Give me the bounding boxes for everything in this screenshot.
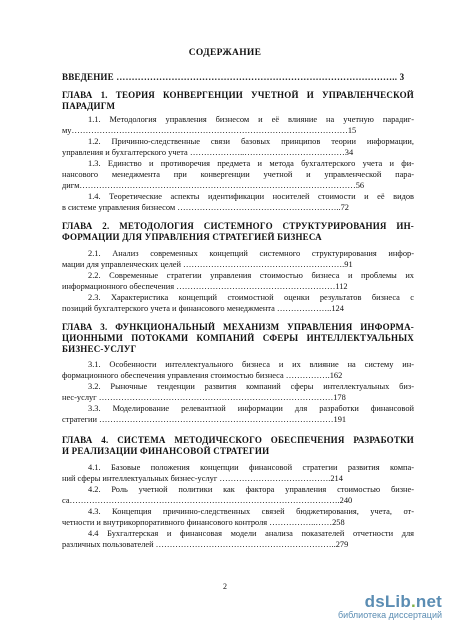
toc-entry-line: нес-услуг …………………………………………………………………………178 [62, 393, 346, 402]
chapter-heading-line: ГЛАВА 3. ФУНКЦИОНАЛЬНЫЙ МЕХАНИЗМ УПРАВЛЕНИЯ ИНФОРМА- [62, 322, 414, 332]
toc-entry-line: управления и бухгалтерского учета ………………..………………………………34 [62, 148, 354, 157]
watermark-name-tld: net [415, 592, 442, 611]
toc-entry-line: 2.2. Современные стратегии управления стоимостью бизнеса и проблемы их [88, 271, 414, 280]
toc-entry-line: 4.2. Роль учетной политики как фактора управления стоимостью бизне- [88, 485, 414, 494]
chapter-heading-line: ФОРМАЦИИ ДЛЯ УПРАВЛЕНИЯ СТРАТЕГИЕЙ БИЗНЕСА [62, 232, 322, 242]
toc-entry-line: 4.4 Бухгалтерская и финансовая модели анализа показателей отчетности для [88, 529, 414, 538]
toc-entry-line: 1.2. Причинно-следственные связи базовых принципов теории информации, [88, 137, 414, 146]
toc-title: СОДЕРЖАНИЕ [188, 48, 262, 58]
dslib-watermark[interactable] [322, 592, 442, 620]
toc-entry-line: 3.3. Моделирование релевантной информации для разработки финансовой [88, 404, 414, 413]
toc-entry-line: 2.1. Анализ современных концепций системного структурирования инфор- [88, 249, 414, 258]
toc-entry-line: 2.3. Характеристика концепций стоимостной оценки результатов бизнеса с [88, 293, 414, 302]
toc-entry-line: позиций бухгалтерского учета и финансового менеджмента ………………..124 [62, 304, 344, 313]
toc-entry-line: дигм………………………………………………………………………………………56 [62, 181, 365, 190]
toc-entry-line: 1.4. Теоретические аспекты идентификации носителей стоимости и её видов [88, 192, 414, 201]
toc-entry-line: четности и внутрикорпоративного финансового контроля ……………..……258 [62, 518, 345, 527]
chapter-heading-line: И РЕАЛИЗАЦИИ ФИНАНСОВОЙ СТРАТЕГИИ [62, 446, 270, 456]
watermark-subtitle: библиотека диссертаций [337, 610, 442, 620]
chapter-heading-line: ГЛАВА 4. СИСТЕМА МЕТОДИЧЕСКОГО ОБЕСПЕЧЕНИЯ РАЗРАБОТКИ [62, 435, 414, 445]
toc-entry-line: различных пользователей ………………………………………………………..279 [62, 540, 349, 549]
toc-entry-line: нансового менеджмента при конвергенции учетной и управленческой пара- [62, 170, 414, 179]
watermark-logo [322, 592, 442, 612]
toc-entry-line: са…………………………………………………………………………………….240 [62, 496, 353, 505]
chapter-heading-line: ЦИОННЫМИ ПОТОКАМИ КОМПАНИЙ СФЕРЫ ИНТЕЛЛЕКТУАЛЬНЫХ [62, 333, 414, 343]
watermark-name-dot: . [410, 592, 416, 611]
page-number: 2 [223, 582, 227, 591]
toc-entry-line: ний сферы интеллектуальных бизнес-услуг ………………………………….214 [62, 474, 343, 483]
toc-entry-line: мации для управленческих целей ………………………………………………….91 [62, 260, 353, 269]
toc-entry-line: формационного обеспечения управления стоимостью бизнеса …………….162 [62, 371, 343, 380]
toc-entry-line: информационного обеспечения …………………………………………………112 [62, 282, 348, 291]
toc-entry-line: 3.1. Особенности интеллектуального бизнеса и их влияние на систему ин- [88, 360, 414, 369]
toc-entry-line: 3.2. Рыночные тенденции развития компаний сферы интеллектуальных биз- [88, 382, 414, 391]
watermark-name-main: dsLib [364, 592, 411, 611]
toc-entry-line: в системе управления бизнесом …………………………………………………..72 [62, 203, 349, 212]
toc-entry-line: му………………………………………………………………………………………15 [62, 126, 357, 135]
toc-entry-line: 1.3. Единство и противоречия предмета и метода бухгалтерского учета и фи- [88, 159, 414, 168]
toc-entry-line: 1.1. Методология управления бизнесом и её влияние на учетную парадиг- [88, 115, 414, 124]
chapter-heading-line: ВВЕДЕНИЕ ……………………………………………………………………………….. 3 [62, 72, 405, 82]
chapter-heading-line: ГЛАВА 2. МЕТОДОЛОГИЯ СИСТЕМНОГО СТРУКТУРИРОВАНИЯ ИН- [62, 221, 414, 231]
toc-entry-line: 4.3. Концепция причинно-следственных связей бюджетирования, учета, от- [88, 507, 414, 516]
chapter-heading-line: ГЛАВА 1. ТЕОРИЯ КОНВЕРГЕНЦИИ УЧЕТНОЙ И УПРАВЛЕНЧЕСКОЙ [62, 90, 414, 100]
chapter-heading-line: ПАРАДИГМ [62, 101, 116, 111]
toc-entry-line: 4.1. Базовые положения концепции финансовой стратегии развития компа- [88, 463, 414, 472]
toc-entry-line: стратегии …………………………………………………………………………191 [62, 415, 347, 424]
chapter-heading-line: БИЗНЕС-УСЛУГ [62, 344, 137, 354]
